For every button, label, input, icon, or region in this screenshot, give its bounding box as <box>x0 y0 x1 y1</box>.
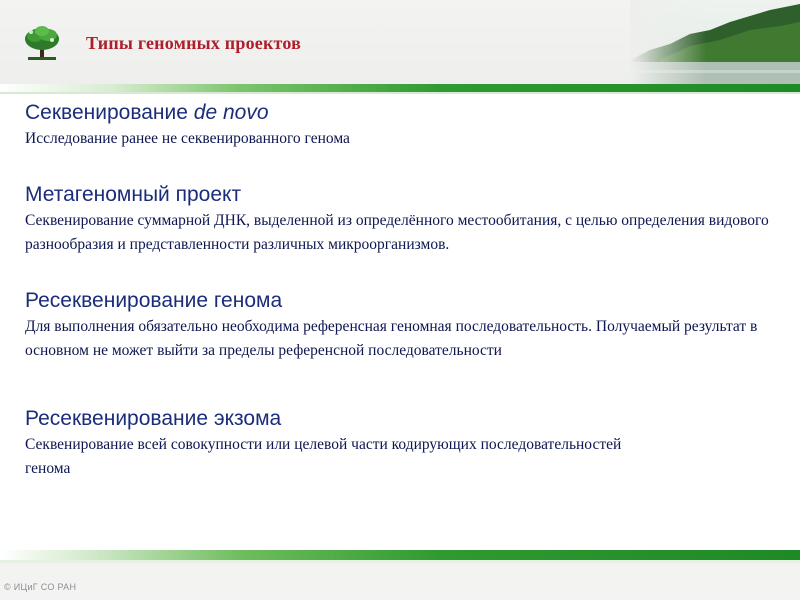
section-genome-resequencing <box>25 288 795 363</box>
slide-header <box>0 0 800 84</box>
footer-band <box>0 563 800 600</box>
section-exome-resequencing <box>25 406 625 481</box>
section-heading: Метагеномный проект <box>25 183 242 206</box>
section-heading <box>25 100 795 126</box>
section-description: Для выполнения обязательно необходима референсная геномная последовательность. Получаемый результат в основном не может выйти за пределы референсной последовательности <box>25 318 758 359</box>
landscape-image <box>630 0 800 84</box>
slide-title: Типы геномных проектов <box>86 33 302 53</box>
section-metagenome <box>25 182 795 257</box>
tree-logo-icon <box>22 22 62 62</box>
footer-divider <box>0 550 800 560</box>
header-divider <box>0 84 800 94</box>
section-description: Секвенирование всей совокупности или целевой части кодирующих последовательностей генома <box>25 436 622 477</box>
section-heading: Ресеквенирование генома <box>25 289 283 312</box>
section-description: Секвенирование суммарной ДНК, выделенной из определённого местообитания, с целью определения видового разнообразия и представленности различных микроорганизмов. <box>25 212 769 253</box>
footer-copyright: © ИЦиГ СО РАН <box>4 582 77 592</box>
section-heading-italic: de novo <box>193 101 269 124</box>
section-heading-text: Секвенирование <box>25 101 194 124</box>
section-description: Исследование ранее не секвенированного генома <box>25 130 350 147</box>
section-heading: Ресеквенирование экзома <box>25 407 282 430</box>
section-de-novo <box>25 100 795 151</box>
